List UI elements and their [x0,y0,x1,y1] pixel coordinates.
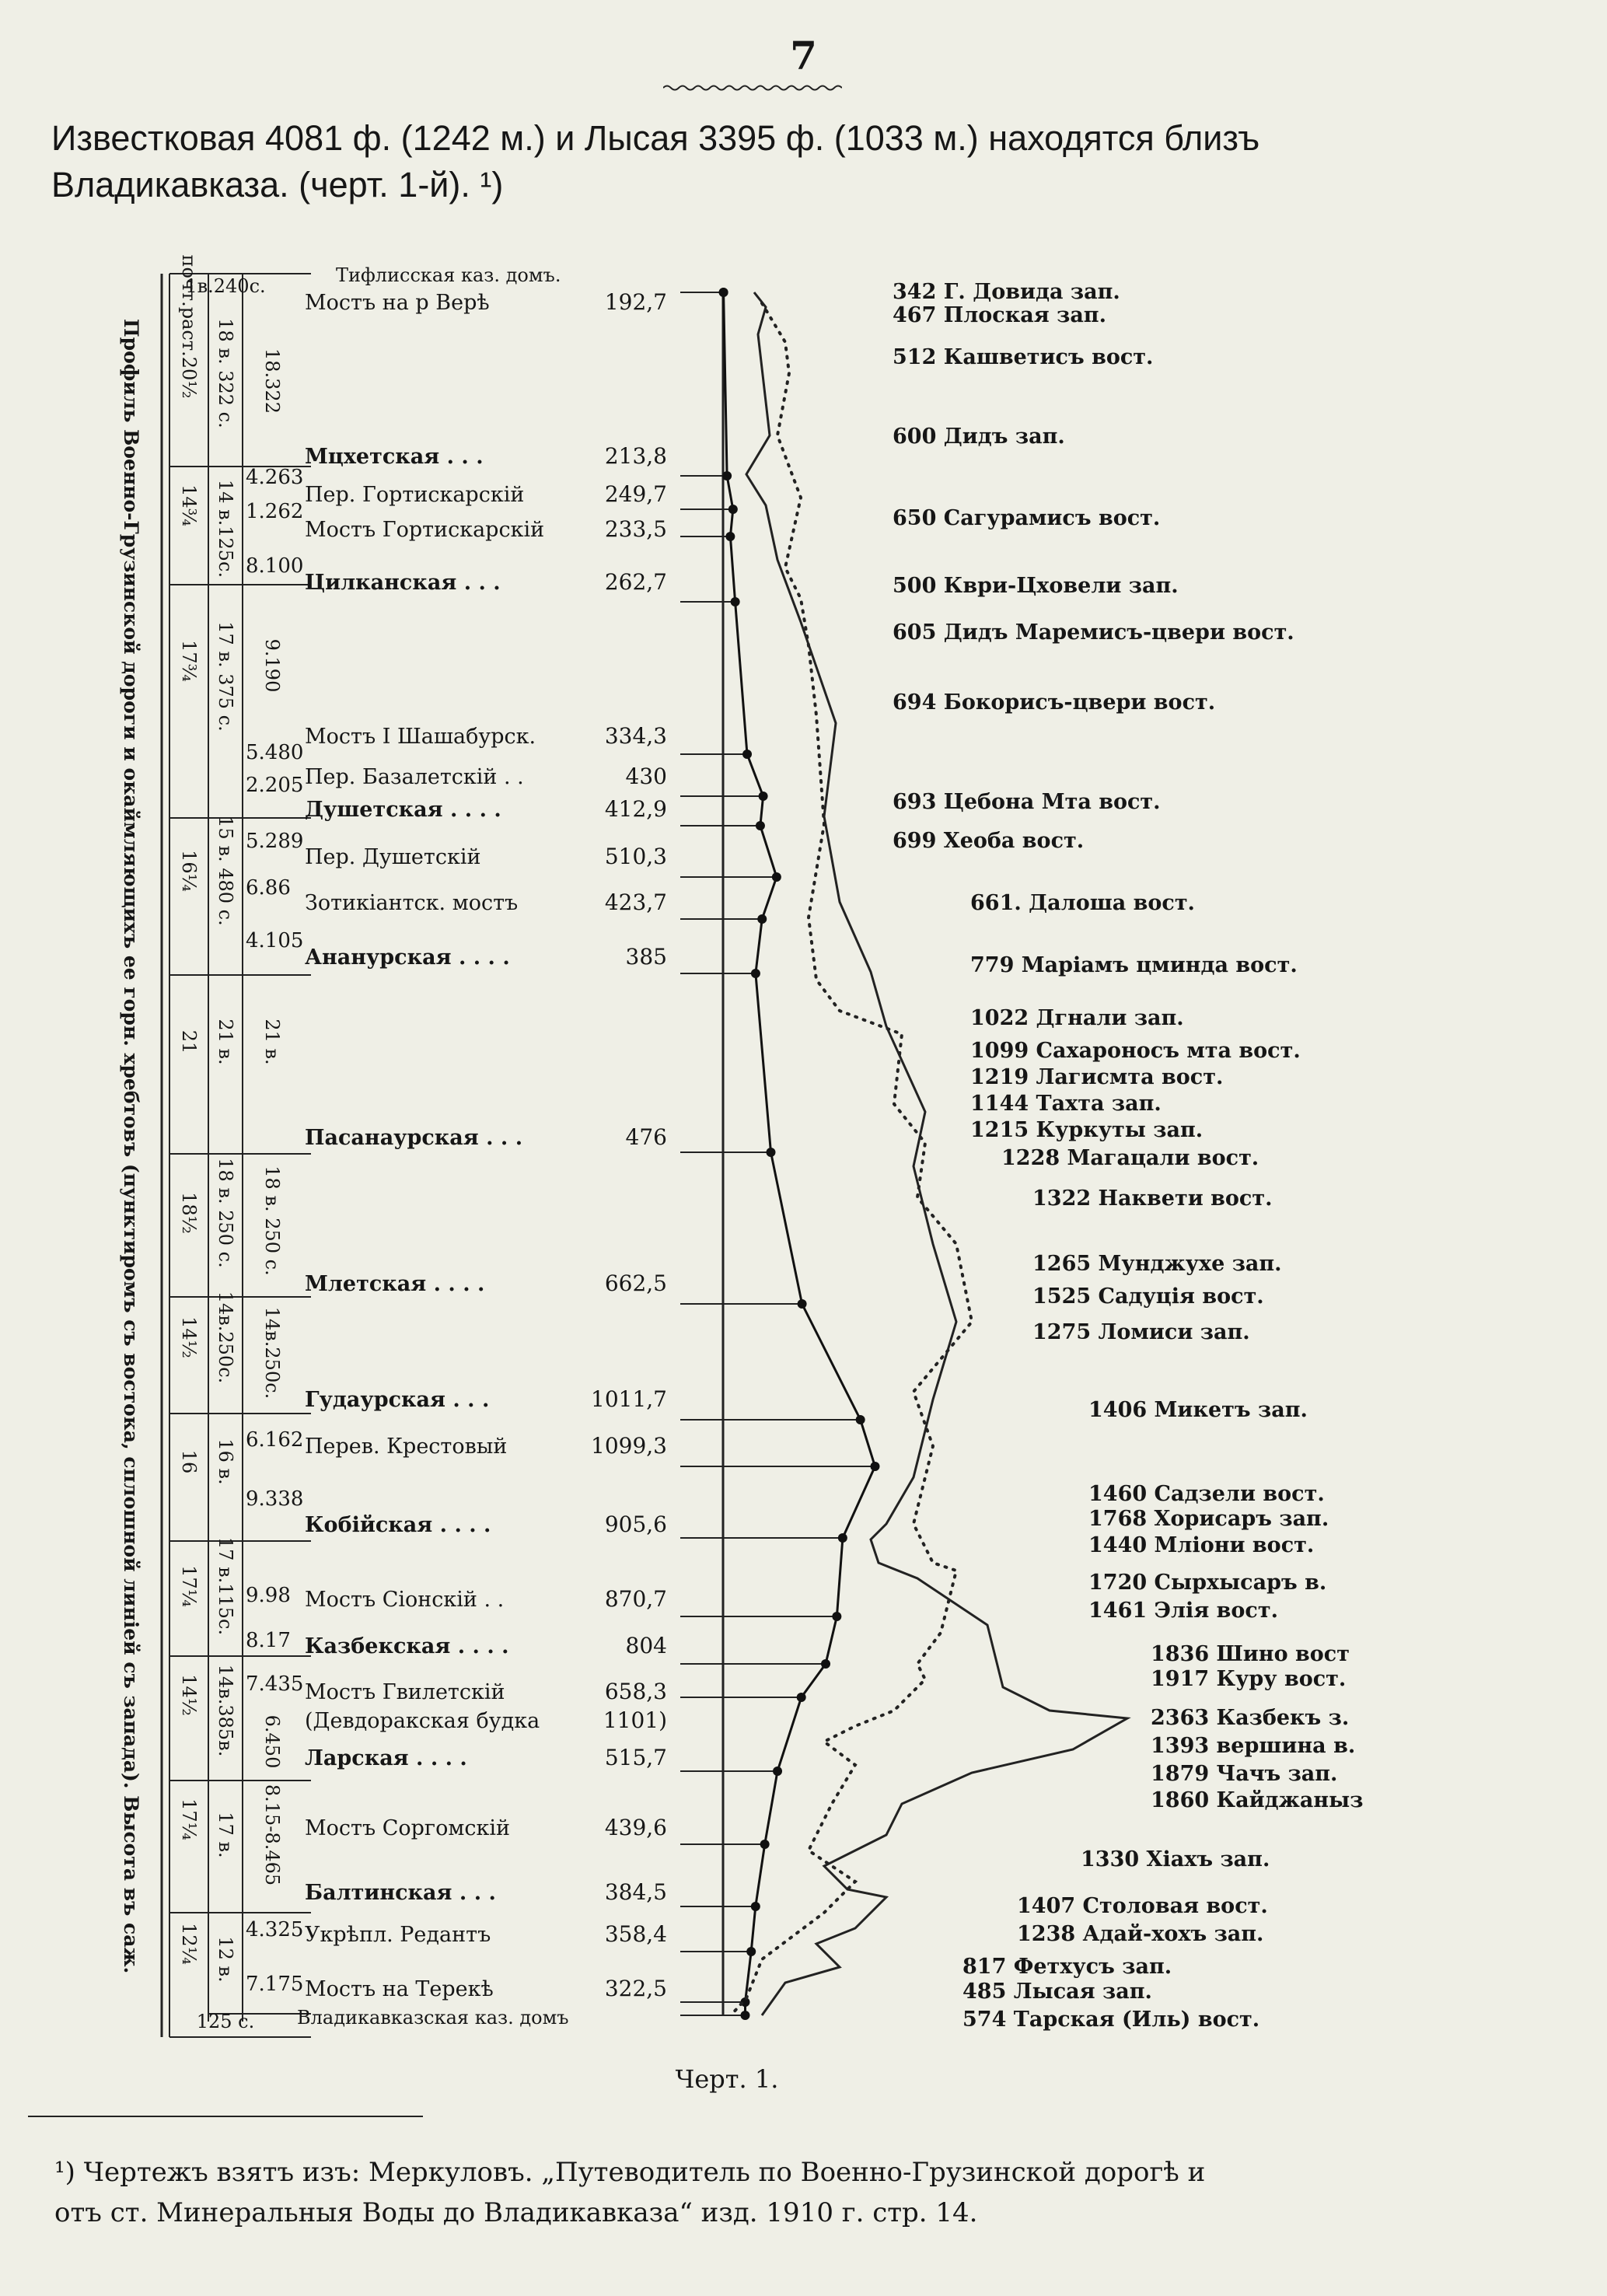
col3-cell [261,1784,283,1885]
profile-point [751,969,760,978]
station-name: Мостъ на р Верѣ [305,291,490,315]
col2-text: 16 в. [215,1438,236,1485]
distance-table [162,254,311,2037]
station-name: Зотикiантск. мостъ [305,891,519,915]
summit-label: 1406 Микетъ зап. [1088,1398,1308,1422]
station-name: Млетская . . . . [305,1272,485,1296]
station-value: 1101) [603,1707,667,1733]
station-value: 262,7 [604,569,667,595]
station-name: Мцхетская . . . [305,445,484,469]
col3-text: 1.262 [246,500,304,523]
col2-text: 21 в. [215,1019,236,1065]
col1-text: 16¼ [178,850,200,892]
col2-cell [215,1291,236,1384]
col3-text: 18 в. 250 с. [261,1165,283,1276]
page-number: 7 [790,33,817,79]
summit-label: 1219 Лагисмта вост. [970,1065,1224,1089]
profile-point [773,1767,782,1776]
profile-point [797,1693,806,1702]
summit-label: 1836 Шино вост [1151,1642,1350,1666]
col3-text: 6.450 [261,1714,283,1769]
col1-cell [178,1565,200,1607]
summit-label: 699 Хеоба вост. [893,829,1085,853]
station-name: Казбекская . . . . [305,1634,509,1658]
station-name: Кобiйская . . . . [305,1513,491,1537]
col1-text: 17¼ [178,1565,200,1607]
summit-label: 1768 Хорисаръ зап. [1088,1507,1329,1531]
profile-point [821,1659,830,1669]
station-name: (Девдоракская будка [305,1709,540,1733]
profile-point [832,1612,841,1621]
col3-text: 14в.250с. [261,1306,283,1400]
summit-label: 1917 Куру вост. [1151,1667,1347,1691]
profile-point [751,1902,760,1911]
col3-text: 6.162 [246,1428,304,1452]
station-name: Ларская . . . . [305,1746,467,1770]
station-value: 384,5 [604,1879,667,1905]
station-value: 249,7 [604,481,667,507]
station-value: 905,6 [604,1511,667,1537]
profile-point [728,505,738,514]
col1-text: 16 [178,1449,200,1474]
summit-label: 500 Кври-Цховели зап. [893,574,1179,598]
summit-label: 605 Дидъ Маремисъ-цвери вост. [893,620,1294,645]
summit-label: 1275 Ломиси зап. [1032,1320,1250,1344]
station-value: 322,5 [604,1976,667,2001]
col3-text: 18.322 [261,348,283,414]
col3-cell [261,1307,283,1400]
summit-label: 1879 Чачъ зап. [1151,1762,1338,1786]
col2-cell [215,816,236,925]
station-value: 192,7 [604,289,667,315]
summit-label: 1099 Сахароносъ мта вост. [970,1039,1301,1063]
col1-cell [178,850,200,892]
footnote [54,2152,1547,2233]
station-name: Пер. Душетскiй [305,845,481,869]
station-value: 385 [625,944,667,970]
station-value: 804 [625,1633,667,1658]
col1-cell [178,1316,200,1358]
summit-label: 693 Цебона Мта вост. [893,790,1161,814]
profile-point [766,1148,775,1157]
col1-cell [178,1450,200,1474]
col1-text: 18½ [178,1192,200,1234]
col1-cell [178,1798,200,1840]
station-name: Мостъ Соргомскiй [305,1816,510,1840]
summit-label: 1215 Куркуты зап. [970,1118,1204,1142]
col2-text: 12 в. [215,1936,236,1983]
col3-text: 7.435 [246,1672,304,1696]
station-name: Мостъ I Шашабурск. [305,725,536,749]
col3-text: 4.325 [246,1918,304,1941]
summit-label: 1238 Адай-хохъ зап. [1017,1922,1264,1946]
profile-point [725,532,735,541]
col2-cell [215,621,236,731]
station-name: Мостъ Гортискарскiй [305,518,545,542]
station-value: 476 [625,1124,667,1150]
col3-text: 9.338 [246,1487,304,1511]
summit-label: 467 Плоская зап. [893,303,1106,327]
col2-cell [215,1019,236,1064]
profile-point [772,872,781,882]
col1-cell [178,484,200,526]
profile-point [838,1533,847,1543]
col2-text: 14 в.125с. [215,479,236,578]
summit-label: 1393 вершина в. [1151,1734,1356,1758]
summit-label: 661. Далоша вост. [970,891,1195,915]
col1-text: 14½ [178,1674,200,1716]
intro-line-2: Владикавказа. (черт. 1-й). ¹) [51,165,504,204]
col2-text: 17 в. 375 с. [215,621,236,732]
road-profile-line [724,292,875,2015]
station-value: 423,7 [604,889,667,915]
summit-label: 1322 Наквети вост. [1032,1186,1273,1211]
summit-label: 512 Кашветисъ вост. [893,345,1154,369]
station-name: Пасанаурская . . . [305,1126,523,1150]
col2-text: 17 в.115с. [215,1536,236,1636]
station-value: 233,5 [604,516,667,542]
col2-text: 18 в. 250 с. [215,1158,236,1268]
station-name: Цилканская . . . [305,571,501,595]
summit-label: 1144 Тахта зап. [970,1092,1162,1116]
profile-point [746,1947,756,1956]
col2-text: 15 в. 480 с. [215,816,236,926]
summit-label: 1460 Садзели вост. [1088,1482,1325,1506]
summit-label: 485 Лысая зап. [962,1980,1152,2004]
profile-point [870,1462,879,1471]
col2-cell [215,1665,236,1757]
profile-point [798,1299,807,1309]
col3-text: 7.175 [246,1973,304,1996]
summit-label: 694 Бокорисъ-цвери вост. [893,690,1216,715]
summit-label: 1228 Магацали вост. [1001,1146,1259,1170]
station-name: Укрѣпл. Редантъ [305,1923,491,1947]
profile-point [742,750,752,759]
station-value: 515,7 [604,1745,667,1770]
summit-label: 1860 Кайджаныз [1151,1788,1364,1812]
col3-cell [261,1019,283,1064]
col1-text: 21 [178,1029,200,1054]
profile-point [722,471,732,481]
col3-text: 9.98 [246,1584,291,1607]
col3-cell [261,1165,283,1275]
col2-text: 14в.250с. [215,1291,236,1384]
col2-text: 14в.385в. [215,1664,236,1757]
col1-text: 17¾ [178,640,200,682]
footnote-line-1: ¹) Чертежъ взятъ изъ: Меркуловъ. „Путеводитель по Военно-Грузинской дорогѣ и [54,2157,1206,2188]
station-name: Балтинская . . . [305,1881,496,1905]
summit-label: 574 Тарская (Иль) вост. [962,2008,1260,2032]
profile-point [756,821,765,830]
summit-label: 1440 Млiони вост. [1088,1533,1315,1557]
station-name: Ананурская . . . . [305,945,510,970]
col1-text: 12¼ [178,1923,200,1965]
col1-text: 14¾ [178,484,200,526]
footnote-rule [28,2116,423,2117]
col3-text: 2.205 [246,774,304,797]
station-name: Тифлисская каз. домъ. [336,264,561,286]
profile-point [731,597,740,606]
station-value: 1099,3 [591,1433,667,1459]
col1-text: 14½ [178,1316,200,1358]
col3-text: 9.190 [261,638,283,693]
summit-label: 1330 Хiахъ зап. [1081,1847,1270,1871]
col3-text: 6.86 [246,876,291,900]
col1-text: 17¼ [178,1798,200,1840]
summit-label: 817 Фетхусъ зап. [962,1955,1172,1979]
summit-label: 779 Марiамъ цминда вост. [970,953,1298,977]
col2-cell [215,1812,236,1857]
col1-text: почт.раст.20½ [178,254,200,399]
summit-label: 1022 Дгнали зап. [970,1006,1184,1030]
col1-cell [178,1030,200,1054]
col2-text: 1в.240с. [185,275,266,297]
station-value: 439,6 [604,1815,667,1840]
col2-text: 17 в. [215,1812,236,1858]
station-value: 662,5 [604,1270,667,1296]
station-name: Пер. Базалетскiй . . [305,765,524,789]
summit-label: 1407 Столовая вост. [1017,1894,1268,1918]
col3-text: 21 в. [261,1019,283,1065]
col2-cell [215,1537,236,1635]
intro-line-1: Известковая 4081 ф. (1242 м.) и Лысая 3395 ф. (1033 м.) находятся близъ [51,118,1260,158]
station-name: Мостъ Гвилетскiй [305,1680,505,1704]
summit-label: 2363 Казбекъ з. [1151,1706,1350,1730]
col3-text: 8.17 [246,1629,291,1652]
station-value: 334,3 [604,723,667,749]
col2-cell [215,1936,236,1982]
col1-cell [178,1674,200,1716]
station-value: 358,4 [604,1921,667,1947]
station-name: Перев. Крестовый [305,1435,508,1459]
col3-cell [261,639,283,693]
col3-text: 4.105 [246,929,304,952]
col2-cell [215,1438,236,1484]
station-value: 510,3 [604,844,667,869]
col3-text: 5.289 [246,830,304,853]
profile-point [757,914,767,924]
col1-cell [178,1192,200,1234]
station-value: 870,7 [604,1586,667,1612]
col2-text: 18 в. 322 с. [215,318,236,428]
col1-cell [178,1923,200,1965]
station-name: Душетская . . . . [305,798,501,822]
col3-text: 8.100 [246,554,304,578]
col1-cell [178,640,200,682]
profile-point [856,1415,865,1424]
col3-text: 4.263 [246,466,304,489]
profile-point [760,1840,770,1849]
summit-label: 650 Сагурамисъ вост. [893,506,1161,530]
summit-label: 1720 Сырхысаръ в. [1088,1571,1327,1595]
station-value: 658,3 [604,1679,667,1704]
station-name: Мостъ Сiонскiй . . [305,1588,505,1612]
footnote-line-2: отъ ст. Минеральныя Воды до Владикавказа“ изд. 1910 г. стр. 14. [54,2197,978,2228]
col2-cell [215,1158,236,1267]
station-name: Пер. Гортискарскiй [305,483,525,507]
col3-cell [261,348,283,414]
profile-point [759,792,768,801]
station-value: 412,9 [604,796,667,822]
profile-point [719,288,728,297]
col2-cell [215,480,236,578]
summit-labels [893,280,1363,2032]
station-name: Владикавказская каз. домъ [297,2007,569,2029]
station-value: 213,8 [604,443,667,469]
col3-text: 8.15-8.465 [261,1784,283,1886]
station-labels [297,264,667,2029]
station-name: Мостъ на Терекѣ [305,1977,494,2001]
summit-label: 1461 Элiя вост. [1088,1599,1279,1623]
col2-cell [215,318,236,428]
station-value: 430 [625,764,667,789]
summit-label: 1265 Мунджухе зап. [1032,1252,1282,1276]
station-value: 1011,7 [591,1386,667,1412]
vertical-title: Профиль Военно-Грузинской дороги и окаймляющихъ ее горн. хребтовъ (пунктиромъ съ востока, сплошной линiей съ запада). Высота въ саж. [120,319,142,1974]
summit-label: 342 Г. Довида зап. [893,280,1120,304]
eastern-ridge-line [731,303,972,2015]
col3-cell [261,1715,283,1769]
summit-label: 600 Дидъ зап. [893,425,1065,449]
summit-label: 1525 Садуцiя вост. [1032,1284,1264,1309]
figure-caption: Черт. 1. [675,2064,779,2094]
profile-point [740,2011,749,2020]
col2-text: 125 с. [196,2011,255,2032]
station-name: Гудаурская . . . [305,1388,490,1412]
col3-text: 5.480 [246,741,304,764]
